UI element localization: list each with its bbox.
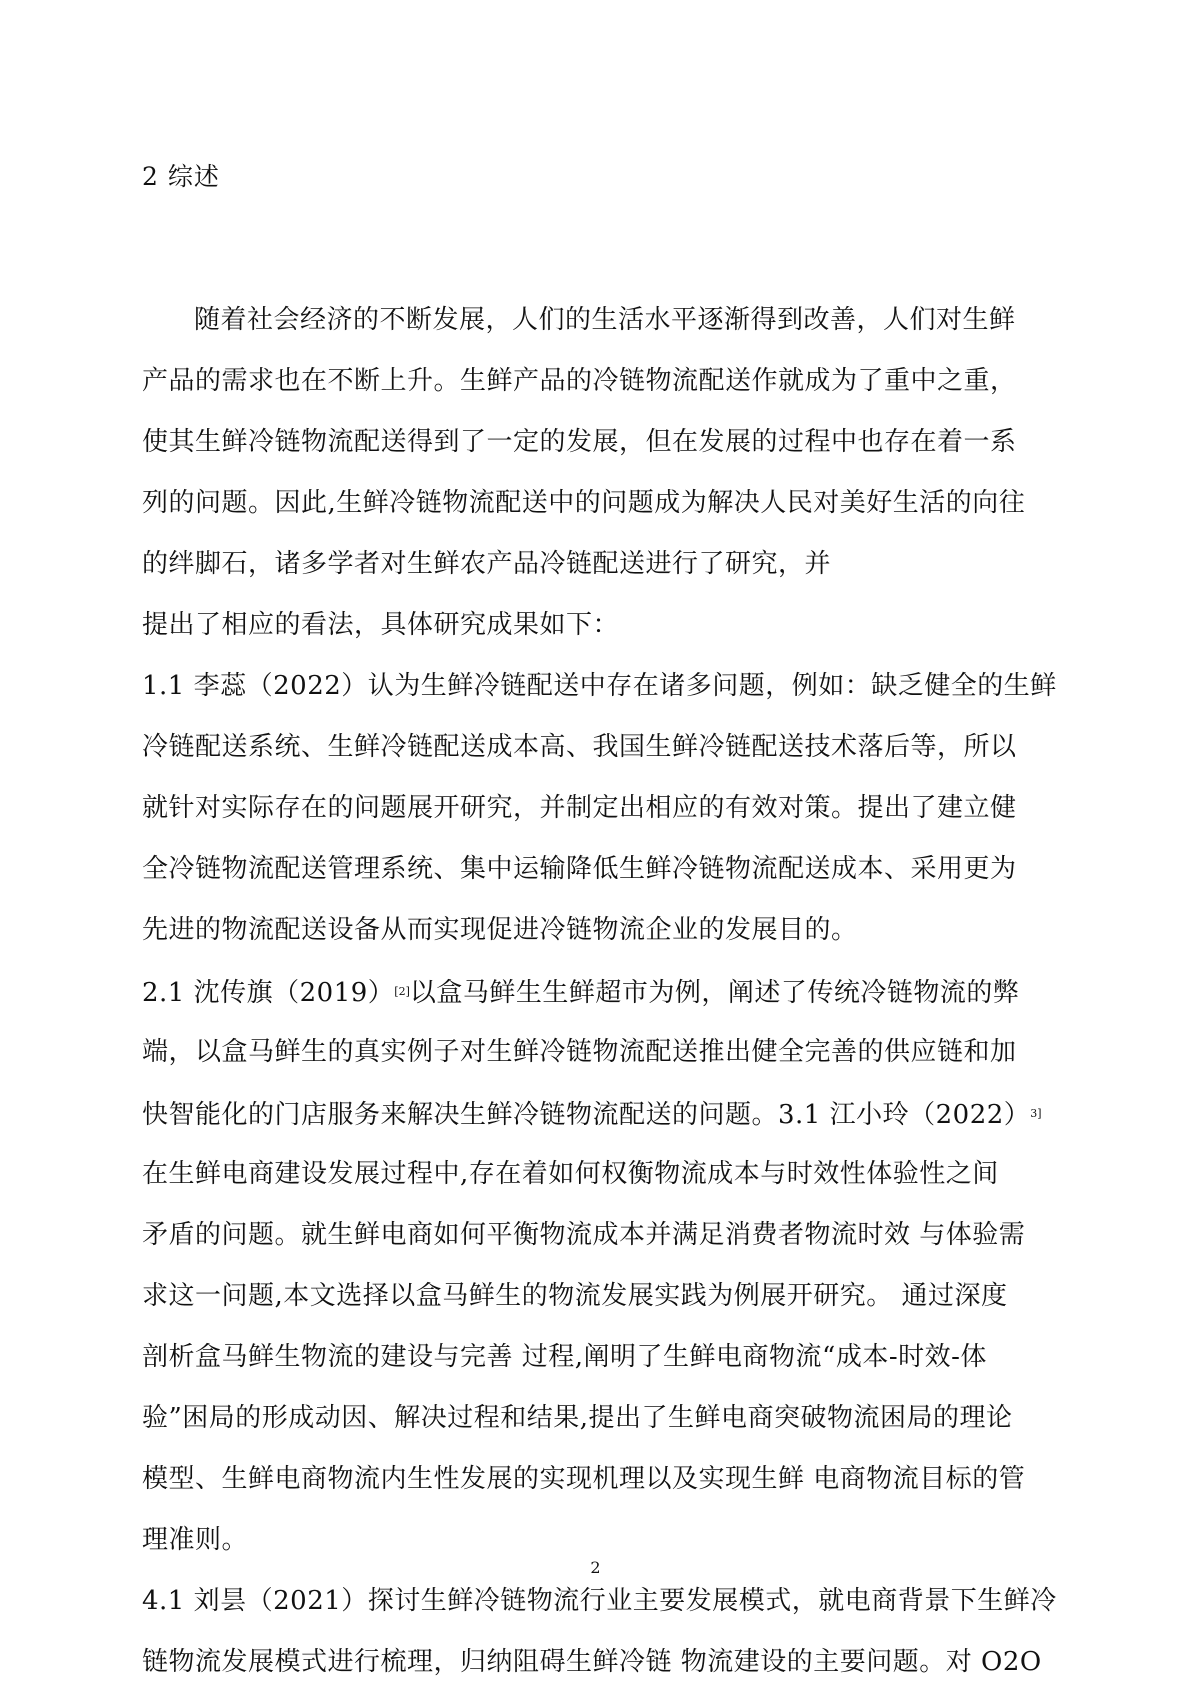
text-line: 矛盾的问题。就生鲜电商如何平衡物流成本并满足消费者物流时效 与体验需 — [142, 1220, 1026, 1250]
text-line: 1.1 李蕊（2022）认为生鲜冷链配送中存在诸多问题，例如：缺乏健全的生鲜 — [142, 671, 1057, 701]
text-line: 全冷链物流配送管理系统、集中运输降低生鲜冷链物流配送成本、采用更为 — [142, 854, 1017, 884]
text-line: 端，以盒马鲜生的真实例子对生鲜冷链物流配送推出健全完善的供应链和加 — [142, 1037, 1017, 1067]
text-line: 产品的需求也在不断上升。生鲜产品的冷链物流配送作就成为了重中之重， — [142, 366, 1017, 396]
page-number: 2 — [590, 1558, 601, 1577]
text-line: 提出了相应的看法，具体研究成果如下： — [142, 610, 620, 640]
text-line: 随着社会经济的不断发展，人们的生活水平逐渐得到改善，人们对生鲜 — [194, 305, 1016, 335]
text-line: 4.1 刘昙（2021）探讨生鲜冷链物流行业主要发展模式，就电商背景下生鲜冷 — [142, 1586, 1057, 1616]
text-line: 就针对实际存在的问题展开研究，并制定出相应的有效对策。提出了建立健 — [142, 793, 1017, 823]
text-line: 理准则。 — [142, 1525, 249, 1555]
text-line: 验”困局的形成动因、解决过程和结果,提出了生鲜电商突破物流困局的理论 — [142, 1403, 1013, 1433]
citation-ref: 3] — [1030, 1107, 1042, 1120]
body-text — [142, 290, 1072, 1693]
text-line: 列的问题。因此,生鲜冷链物流配送中的问题成为解决人民对美好生活的向往 — [142, 488, 1026, 518]
section-title: 2 综述 — [142, 162, 220, 191]
text-line — [142, 1083, 1072, 1144]
text-line — [142, 961, 1072, 1022]
text-line: 使其生鲜冷链物流配送得到了一定的发展，但在发展的过程中也存在着一系 — [142, 427, 1017, 457]
text-span: 以盒马鲜生生鲜超市为例，阐述了传统冷链物流的弊 — [409, 978, 1020, 1008]
text-span: 2.1 沈传旗（2019） — [142, 978, 395, 1008]
text-line: 先进的物流配送设备从而实现促进冷链物流企业的发展目的。 — [142, 915, 858, 945]
text-line: 在生鲜电商建设发展过程中,存在着如何权衡物流成本与时效性体验性之间 — [142, 1159, 999, 1189]
text-line: 冷链配送系统、生鲜冷链配送成本高、我国生鲜冷链配送技术落后等，所以 — [142, 732, 1017, 762]
text-line: 剖析盒马鲜生物流的建设与完善 过程,阐明了生鲜电商物流“成本-时效-体 — [142, 1342, 987, 1372]
text-line: 模型、生鲜电商物流内生性发展的实现机理以及实现生鲜 电商物流目标的管 — [142, 1464, 1026, 1494]
text-line: 的绊脚石，诸多学者对生鲜农产品冷链配送进行了研究，并 — [142, 549, 832, 579]
text-span: 快智能化的门店服务来解决生鲜冷链物流配送的问题。3.1 江小玲（2022） — [142, 1100, 1031, 1130]
text-line: 求这一问题,本文选择以盒马鲜生的物流发展实践为例展开研究。 通过深度 — [142, 1281, 1008, 1311]
citation-ref: [2] — [394, 985, 410, 998]
text-line: 链物流发展模式进行梳理，归纳阻碍生鲜冷链 物流建设的主要问题。对 O2O — [142, 1647, 1042, 1677]
